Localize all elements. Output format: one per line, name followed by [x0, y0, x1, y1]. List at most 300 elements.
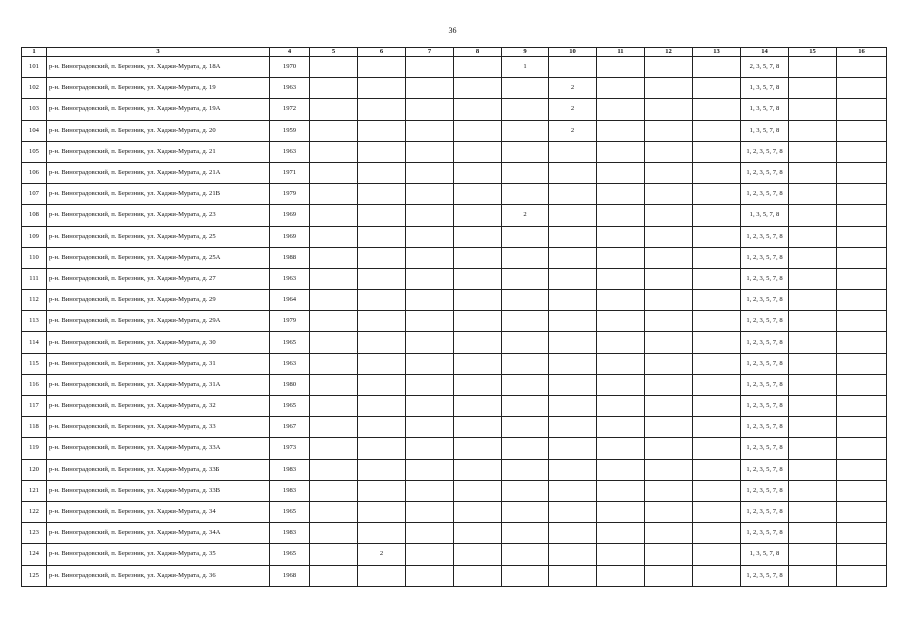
col12-cell	[645, 290, 693, 311]
col16-cell	[837, 290, 887, 311]
col8-cell	[454, 120, 502, 141]
col7-cell	[406, 141, 454, 162]
table-row	[22, 78, 887, 99]
col16-cell	[837, 99, 887, 120]
col6-cell	[358, 396, 406, 417]
col9-cell	[502, 353, 549, 374]
row-number: 109	[22, 226, 47, 247]
col15-cell	[789, 332, 837, 353]
column-header: 14	[741, 48, 789, 57]
col14-cell: 1, 2, 3, 5, 7, 8	[741, 141, 789, 162]
row-number: 118	[22, 417, 47, 438]
col6-cell	[358, 162, 406, 183]
col7-cell	[406, 396, 454, 417]
col5-cell	[310, 247, 358, 268]
table-row	[22, 480, 887, 501]
year-cell: 1963	[270, 141, 310, 162]
col14-cell: 1, 3, 5, 7, 8	[741, 99, 789, 120]
col5-cell	[310, 141, 358, 162]
col7-cell	[406, 162, 454, 183]
col5-cell	[310, 120, 358, 141]
col6-cell	[358, 459, 406, 480]
col8-cell	[454, 544, 502, 565]
table-row	[22, 459, 887, 480]
table-row	[22, 501, 887, 522]
year-cell: 1980	[270, 374, 310, 395]
col5-cell	[310, 290, 358, 311]
col14-cell: 1, 3, 5, 7, 8	[741, 205, 789, 226]
col7-cell	[406, 438, 454, 459]
col7-cell	[406, 78, 454, 99]
col15-cell	[789, 565, 837, 586]
col6-cell	[358, 78, 406, 99]
row-number: 113	[22, 311, 47, 332]
col7-cell	[406, 332, 454, 353]
year-cell: 1973	[270, 438, 310, 459]
col13-cell	[693, 57, 741, 78]
col10-cell	[549, 565, 597, 586]
col8-cell	[454, 501, 502, 522]
col8-cell	[454, 480, 502, 501]
col8-cell	[454, 78, 502, 99]
col13-cell	[693, 205, 741, 226]
col6-cell	[358, 99, 406, 120]
col14-cell: 1, 2, 3, 5, 7, 8	[741, 523, 789, 544]
col15-cell	[789, 290, 837, 311]
col11-cell	[597, 374, 645, 395]
col5-cell	[310, 311, 358, 332]
col7-cell	[406, 99, 454, 120]
address-cell: р-н. Виноградовский, п. Березник, ул. Хаджи-Мурата, д. 33	[47, 417, 270, 438]
row-number: 123	[22, 523, 47, 544]
table-body	[22, 57, 887, 587]
col9-cell	[502, 99, 549, 120]
col9-cell	[502, 78, 549, 99]
col9-cell	[502, 438, 549, 459]
table-row	[22, 247, 887, 268]
col10-cell	[549, 184, 597, 205]
col12-cell	[645, 141, 693, 162]
year-cell: 1979	[270, 184, 310, 205]
year-cell: 1965	[270, 501, 310, 522]
row-number: 125	[22, 565, 47, 586]
address-cell: р-н. Виноградовский, п. Березник, ул. Хаджи-Мурата, д. 31А	[47, 374, 270, 395]
col5-cell	[310, 332, 358, 353]
col10-cell	[549, 290, 597, 311]
col12-cell	[645, 523, 693, 544]
year-cell: 1959	[270, 120, 310, 141]
col15-cell	[789, 438, 837, 459]
col13-cell	[693, 523, 741, 544]
col5-cell	[310, 268, 358, 289]
col7-cell	[406, 120, 454, 141]
col12-cell	[645, 544, 693, 565]
col16-cell	[837, 184, 887, 205]
col12-cell	[645, 438, 693, 459]
row-number: 124	[22, 544, 47, 565]
col5-cell	[310, 438, 358, 459]
col6-cell	[358, 290, 406, 311]
row-number: 116	[22, 374, 47, 395]
col10-cell: 2	[549, 99, 597, 120]
year-cell: 1979	[270, 311, 310, 332]
address-cell: р-н. Виноградовский, п. Березник, ул. Хаджи-Мурата, д. 33Б	[47, 459, 270, 480]
table-row	[22, 226, 887, 247]
col9-cell	[502, 417, 549, 438]
col9-cell	[502, 332, 549, 353]
col10-cell	[549, 205, 597, 226]
year-cell: 1963	[270, 78, 310, 99]
col7-cell	[406, 268, 454, 289]
col5-cell	[310, 459, 358, 480]
col16-cell	[837, 57, 887, 78]
table-row	[22, 141, 887, 162]
col11-cell	[597, 417, 645, 438]
row-number: 120	[22, 459, 47, 480]
address-cell: р-н. Виноградовский, п. Березник, ул. Хаджи-Мурата, д. 19	[47, 78, 270, 99]
col16-cell	[837, 162, 887, 183]
col12-cell	[645, 459, 693, 480]
col14-cell: 1, 2, 3, 5, 7, 8	[741, 438, 789, 459]
address-cell: р-н. Виноградовский, п. Березник, ул. Хаджи-Мурата, д. 31	[47, 353, 270, 374]
col11-cell	[597, 184, 645, 205]
year-cell: 1972	[270, 99, 310, 120]
col9-cell	[502, 184, 549, 205]
table-row	[22, 184, 887, 205]
col10-cell	[549, 226, 597, 247]
row-number: 101	[22, 57, 47, 78]
col5-cell	[310, 501, 358, 522]
col8-cell	[454, 268, 502, 289]
col6-cell	[358, 480, 406, 501]
column-header: 6	[358, 48, 406, 57]
year-cell: 1988	[270, 247, 310, 268]
col16-cell	[837, 501, 887, 522]
col12-cell	[645, 565, 693, 586]
col13-cell	[693, 226, 741, 247]
col9-cell	[502, 480, 549, 501]
col12-cell	[645, 99, 693, 120]
col9-cell	[502, 141, 549, 162]
col5-cell	[310, 353, 358, 374]
col6-cell	[358, 141, 406, 162]
col11-cell	[597, 565, 645, 586]
table-row	[22, 396, 887, 417]
col7-cell	[406, 417, 454, 438]
col12-cell	[645, 226, 693, 247]
col10-cell	[549, 459, 597, 480]
col6-cell: 2	[358, 544, 406, 565]
col7-cell	[406, 374, 454, 395]
col15-cell	[789, 311, 837, 332]
col16-cell	[837, 226, 887, 247]
col15-cell	[789, 396, 837, 417]
col13-cell	[693, 501, 741, 522]
year-cell: 1983	[270, 459, 310, 480]
col15-cell	[789, 417, 837, 438]
col11-cell	[597, 480, 645, 501]
col6-cell	[358, 57, 406, 78]
col11-cell	[597, 205, 645, 226]
table-row	[22, 332, 887, 353]
col11-cell	[597, 396, 645, 417]
column-header: 3	[47, 48, 270, 57]
col6-cell	[358, 332, 406, 353]
col16-cell	[837, 120, 887, 141]
table-row	[22, 268, 887, 289]
col12-cell	[645, 120, 693, 141]
col11-cell	[597, 226, 645, 247]
col11-cell	[597, 120, 645, 141]
col16-cell	[837, 480, 887, 501]
col15-cell	[789, 268, 837, 289]
col7-cell	[406, 290, 454, 311]
table-row	[22, 205, 887, 226]
col6-cell	[358, 417, 406, 438]
col10-cell	[549, 501, 597, 522]
col6-cell	[358, 374, 406, 395]
row-number: 106	[22, 162, 47, 183]
col13-cell	[693, 459, 741, 480]
address-cell: р-н. Виноградовский, п. Березник, ул. Хаджи-Мурата, д. 25	[47, 226, 270, 247]
row-number: 117	[22, 396, 47, 417]
col12-cell	[645, 184, 693, 205]
address-cell: р-н. Виноградовский, п. Березник, ул. Хаджи-Мурата, д. 21А	[47, 162, 270, 183]
table-row	[22, 290, 887, 311]
col7-cell	[406, 184, 454, 205]
col14-cell: 1, 2, 3, 5, 7, 8	[741, 396, 789, 417]
col6-cell	[358, 247, 406, 268]
col9-cell: 2	[502, 205, 549, 226]
col10-cell	[549, 268, 597, 289]
row-number: 107	[22, 184, 47, 205]
col6-cell	[358, 311, 406, 332]
year-cell: 1983	[270, 480, 310, 501]
col15-cell	[789, 501, 837, 522]
col5-cell	[310, 544, 358, 565]
col15-cell	[789, 184, 837, 205]
address-cell: р-н. Виноградовский, п. Березник, ул. Хаджи-Мурата, д. 33А	[47, 438, 270, 459]
col16-cell	[837, 417, 887, 438]
column-header: 7	[406, 48, 454, 57]
col8-cell	[454, 353, 502, 374]
col7-cell	[406, 501, 454, 522]
col14-cell: 1, 2, 3, 5, 7, 8	[741, 162, 789, 183]
col16-cell	[837, 78, 887, 99]
col15-cell	[789, 247, 837, 268]
col9-cell	[502, 268, 549, 289]
col14-cell: 1, 3, 5, 7, 8	[741, 120, 789, 141]
year-cell: 1970	[270, 57, 310, 78]
address-cell: р-н. Виноградовский, п. Березник, ул. Хаджи-Мурата, д. 20	[47, 120, 270, 141]
col8-cell	[454, 141, 502, 162]
col10-cell: 2	[549, 78, 597, 99]
address-cell: р-н. Виноградовский, п. Березник, ул. Хаджи-Мурата, д. 34А	[47, 523, 270, 544]
col11-cell	[597, 311, 645, 332]
col8-cell	[454, 290, 502, 311]
col14-cell: 1, 2, 3, 5, 7, 8	[741, 480, 789, 501]
col11-cell	[597, 332, 645, 353]
table-row	[22, 417, 887, 438]
address-cell: р-н. Виноградовский, п. Березник, ул. Хаджи-Мурата, д. 34	[47, 501, 270, 522]
col10-cell	[549, 311, 597, 332]
col8-cell	[454, 184, 502, 205]
col11-cell	[597, 78, 645, 99]
col14-cell: 1, 2, 3, 5, 7, 8	[741, 374, 789, 395]
row-number: 114	[22, 332, 47, 353]
col9-cell	[502, 162, 549, 183]
column-header: 1	[22, 48, 47, 57]
col6-cell	[358, 501, 406, 522]
col12-cell	[645, 353, 693, 374]
col13-cell	[693, 438, 741, 459]
col5-cell	[310, 226, 358, 247]
col10-cell	[549, 353, 597, 374]
col13-cell	[693, 247, 741, 268]
col13-cell	[693, 268, 741, 289]
col15-cell	[789, 459, 837, 480]
col13-cell	[693, 544, 741, 565]
col12-cell	[645, 162, 693, 183]
table-row	[22, 57, 887, 78]
col12-cell	[645, 247, 693, 268]
address-cell: р-н. Виноградовский, п. Березник, ул. Хаджи-Мурата, д. 33В	[47, 480, 270, 501]
col12-cell	[645, 57, 693, 78]
col5-cell	[310, 184, 358, 205]
col10-cell: 2	[549, 120, 597, 141]
column-header: 8	[454, 48, 502, 57]
col10-cell	[549, 417, 597, 438]
col13-cell	[693, 565, 741, 586]
year-cell: 1964	[270, 290, 310, 311]
address-cell: р-н. Виноградовский, п. Березник, ул. Хаджи-Мурата, д. 21В	[47, 184, 270, 205]
row-number: 112	[22, 290, 47, 311]
col8-cell	[454, 226, 502, 247]
row-number: 110	[22, 247, 47, 268]
table-row	[22, 311, 887, 332]
col14-cell: 1, 2, 3, 5, 7, 8	[741, 332, 789, 353]
col8-cell	[454, 311, 502, 332]
column-header: 11	[597, 48, 645, 57]
col9-cell	[502, 523, 549, 544]
col15-cell	[789, 205, 837, 226]
address-cell: р-н. Виноградовский, п. Березник, ул. Хаджи-Мурата, д. 32	[47, 396, 270, 417]
col16-cell	[837, 353, 887, 374]
col13-cell	[693, 353, 741, 374]
col11-cell	[597, 459, 645, 480]
col16-cell	[837, 311, 887, 332]
col16-cell	[837, 141, 887, 162]
col11-cell	[597, 353, 645, 374]
table-row	[22, 544, 887, 565]
col9-cell	[502, 311, 549, 332]
col5-cell	[310, 396, 358, 417]
col11-cell	[597, 438, 645, 459]
col7-cell	[406, 311, 454, 332]
col5-cell	[310, 57, 358, 78]
col16-cell	[837, 438, 887, 459]
col7-cell	[406, 544, 454, 565]
col9-cell: 1	[502, 57, 549, 78]
address-cell: р-н. Виноградовский, п. Березник, ул. Хаджи-Мурата, д. 35	[47, 544, 270, 565]
col15-cell	[789, 99, 837, 120]
col8-cell	[454, 459, 502, 480]
row-number: 103	[22, 99, 47, 120]
col11-cell	[597, 268, 645, 289]
page-number: 36	[448, 26, 457, 35]
col12-cell	[645, 268, 693, 289]
col5-cell	[310, 480, 358, 501]
col15-cell	[789, 523, 837, 544]
table-row	[22, 438, 887, 459]
col12-cell	[645, 332, 693, 353]
col9-cell	[502, 226, 549, 247]
header-row	[22, 48, 887, 57]
col15-cell	[789, 226, 837, 247]
col6-cell	[358, 523, 406, 544]
table-row	[22, 120, 887, 141]
col10-cell	[549, 162, 597, 183]
column-header: 15	[789, 48, 837, 57]
col12-cell	[645, 480, 693, 501]
col15-cell	[789, 78, 837, 99]
col15-cell	[789, 141, 837, 162]
row-number: 122	[22, 501, 47, 522]
col13-cell	[693, 99, 741, 120]
col13-cell	[693, 417, 741, 438]
col6-cell	[358, 565, 406, 586]
col5-cell	[310, 565, 358, 586]
year-cell: 1963	[270, 268, 310, 289]
col14-cell: 1, 3, 5, 7, 8	[741, 78, 789, 99]
address-cell: р-н. Виноградовский, п. Березник, ул. Хаджи-Мурата, д. 21	[47, 141, 270, 162]
col11-cell	[597, 247, 645, 268]
address-cell: р-н. Виноградовский, п. Березник, ул. Хаджи-Мурата, д. 23	[47, 205, 270, 226]
col16-cell	[837, 544, 887, 565]
col5-cell	[310, 417, 358, 438]
col12-cell	[645, 311, 693, 332]
col13-cell	[693, 141, 741, 162]
col5-cell	[310, 523, 358, 544]
col16-cell	[837, 205, 887, 226]
col14-cell: 1, 2, 3, 5, 7, 8	[741, 459, 789, 480]
col8-cell	[454, 374, 502, 395]
col5-cell	[310, 99, 358, 120]
col6-cell	[358, 438, 406, 459]
col15-cell	[789, 57, 837, 78]
col8-cell	[454, 396, 502, 417]
column-header: 5	[310, 48, 358, 57]
col14-cell: 1, 2, 3, 5, 7, 8	[741, 184, 789, 205]
col10-cell	[549, 57, 597, 78]
col12-cell	[645, 78, 693, 99]
col14-cell: 1, 2, 3, 5, 7, 8	[741, 417, 789, 438]
year-cell: 1965	[270, 396, 310, 417]
col9-cell	[502, 565, 549, 586]
col6-cell	[358, 120, 406, 141]
col13-cell	[693, 480, 741, 501]
col5-cell	[310, 78, 358, 99]
column-header: 12	[645, 48, 693, 57]
row-number: 115	[22, 353, 47, 374]
year-cell: 1971	[270, 162, 310, 183]
col8-cell	[454, 438, 502, 459]
col9-cell	[502, 459, 549, 480]
col13-cell	[693, 78, 741, 99]
col7-cell	[406, 459, 454, 480]
col10-cell	[549, 141, 597, 162]
year-cell: 1968	[270, 565, 310, 586]
